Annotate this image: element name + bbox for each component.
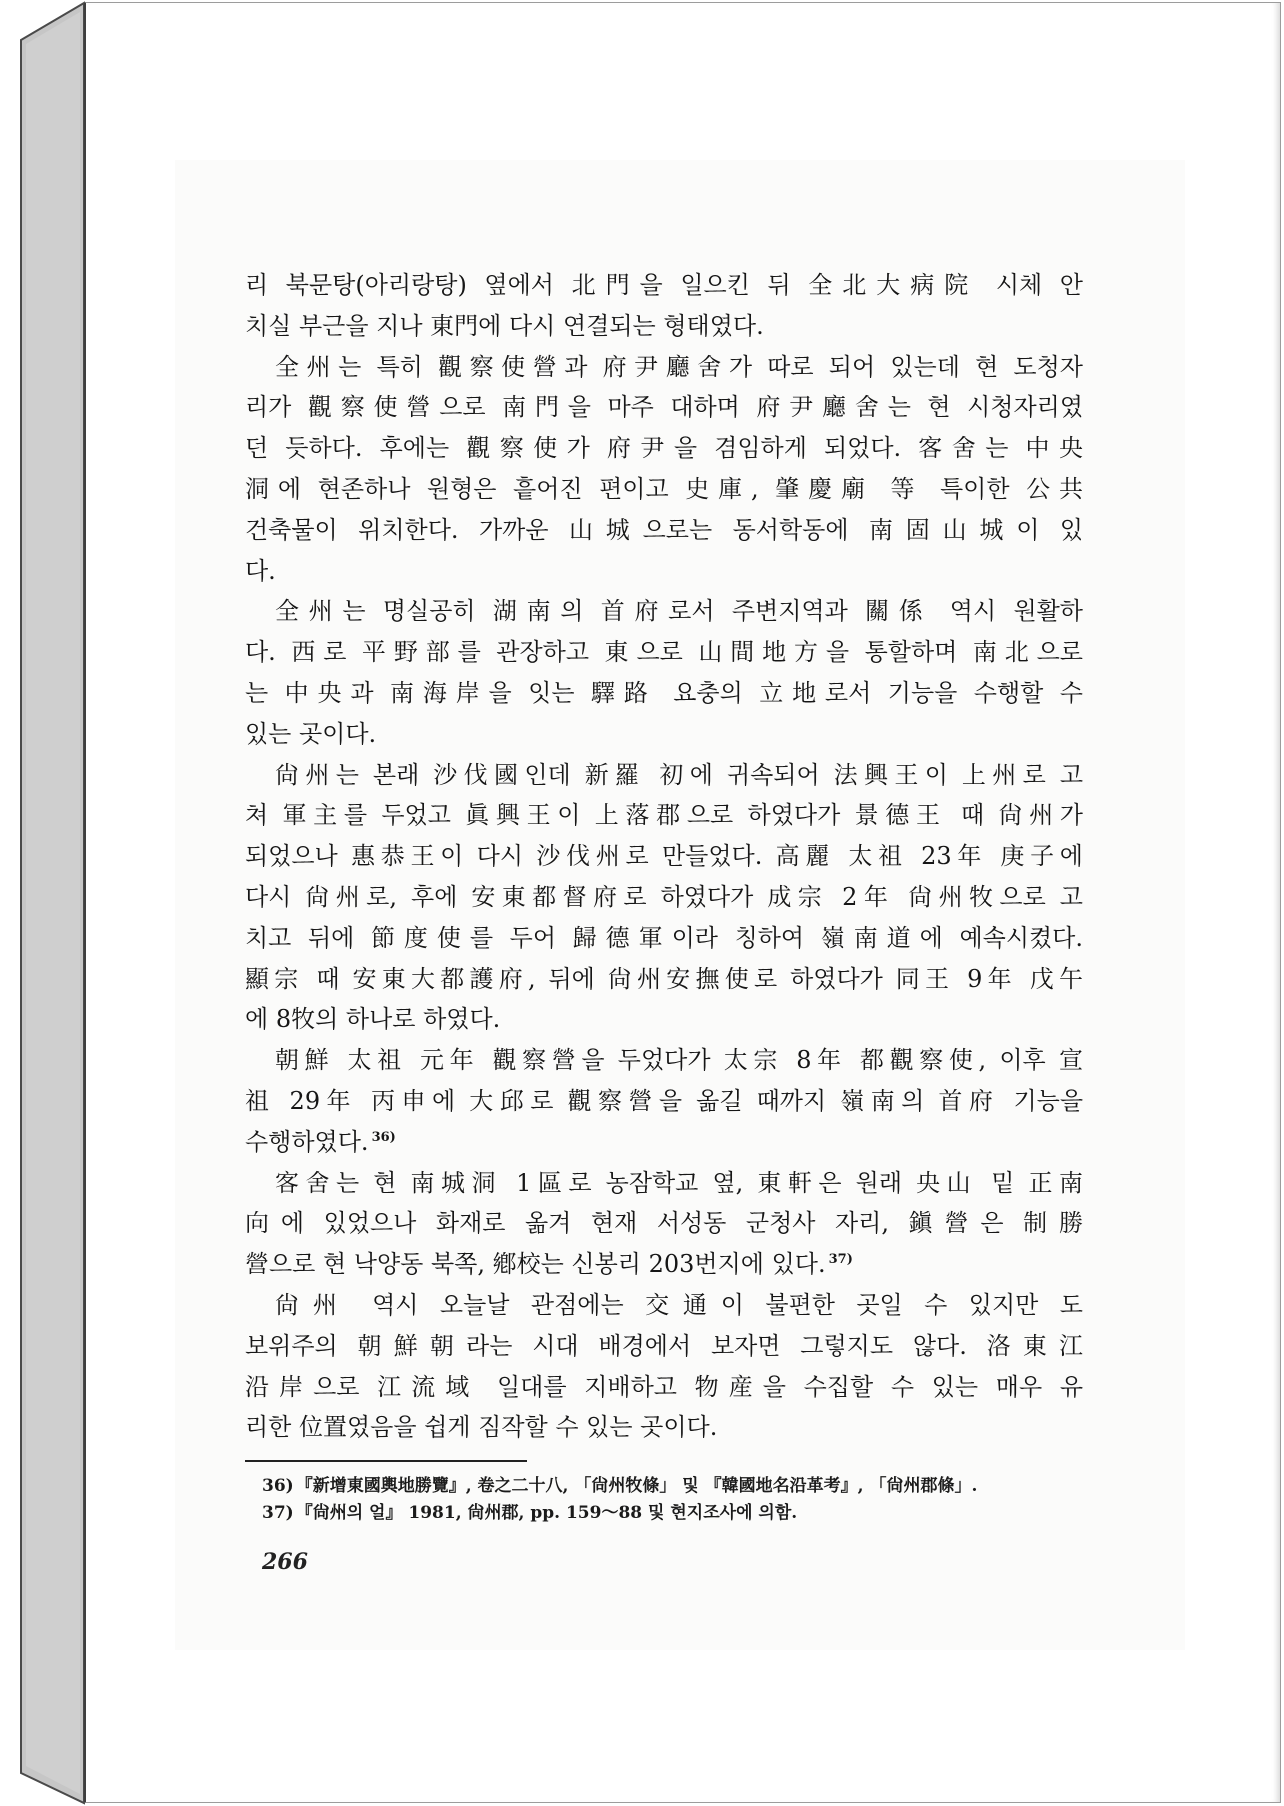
text-line bbox=[245, 1122, 1083, 1163]
footnote-reference: 36) bbox=[371, 1129, 396, 1145]
text-line: 客舍는 현 南城洞 1區로 농잠학교 옆, 東軒은 원래 央山 밑 正南 bbox=[275, 1168, 1083, 1197]
footnote bbox=[262, 1473, 1082, 1500]
text-line: 는 中央과 南海岸을 잇는 驛路 요충의 立地로서 기능을 수행할 수 bbox=[245, 678, 1083, 707]
text-line: 쳐 軍主를 두었고 眞興王이 上落郡으로 하였다가 景德王 때 尙州가 bbox=[245, 801, 1083, 830]
text-line: 치실 부근을 지나 東門에 다시 연결되는 형태였다. bbox=[245, 311, 764, 340]
text-line: 리한 位置였음을 쉽게 짐작할 수 있는 곳이다. bbox=[245, 1413, 718, 1442]
text-line: 向에 있었으나 화재로 옮겨 현재 서성동 군청사 자리, 鎭營은 制勝 bbox=[245, 1209, 1083, 1238]
text-line: 다. bbox=[245, 556, 276, 585]
footnote-reference: 37) bbox=[828, 1252, 853, 1268]
text-line: 朝鮮 太祖 元年 觀察營을 두었다가 太宗 8年 都觀察使, 이후 宣 bbox=[275, 1046, 1083, 1075]
text-line: 있는 곳이다. bbox=[245, 719, 377, 748]
footnote-number: 36) bbox=[262, 1476, 294, 1496]
text-line: 沿岸으로 江流域 일대를 지배하고 物産을 수집할 수 있는 매우 유 bbox=[245, 1372, 1083, 1401]
text-line: 다. 西로 平野部를 관장하고 東으로 山間地方을 통할하며 南北으로 bbox=[245, 638, 1083, 667]
text-line: 건축물이 위치한다. 가까운 山城으로는 동서학동에 南固山城이 있 bbox=[245, 515, 1083, 544]
text-line: 보위주의 朝鮮朝라는 시대 배경에서 보자면 그렇지도 않다. 洛東江 bbox=[245, 1331, 1083, 1360]
text-line: 다시 尙州로, 후에 安東都督府로 하였다가 成宗 2年 尙州牧으로 고 bbox=[245, 882, 1083, 911]
text-line: 되었으나 惠恭王이 다시 沙伐州로 만들었다. 高麗 太祖 23年 庚子에 bbox=[245, 842, 1083, 871]
page-number: 266 bbox=[262, 1549, 308, 1575]
text-line bbox=[245, 1244, 1083, 1285]
footnote-divider bbox=[245, 1460, 527, 1462]
text-line: 洞에 현존하나 원형은 흩어진 편이고 史庫, 肇慶廟 等 특이한 公共 bbox=[245, 474, 1083, 503]
footnote bbox=[262, 1500, 1082, 1527]
text-line: 全州는 명실공히 湖南의 首府로서 주변지역과 關係 역시 원활하 bbox=[275, 597, 1083, 626]
text-line: 尙州는 본래 沙伐國인데 新羅 初에 귀속되어 法興王이 上州로 고 bbox=[275, 760, 1083, 789]
text-line-content: 營으로 현 낙양동 북쪽, 鄕校는 신봉리 203번지에 있다. bbox=[245, 1250, 826, 1279]
body-text bbox=[245, 265, 1083, 1448]
text-line: 顯宗 때 安東大都護府, 뒤에 尙州安撫使로 하였다가 同王 9年 戊午 bbox=[245, 964, 1083, 993]
footnote-number: 37) bbox=[262, 1503, 294, 1523]
footnotes bbox=[262, 1473, 1082, 1527]
text-line-content: 수행하였다. bbox=[245, 1127, 369, 1156]
text-line: 리가 觀察使營으로 南門을 마주 대하며 府尹廳舍는 현 시청자리였 bbox=[245, 393, 1083, 422]
text-line: 尙州 역시 오늘날 관점에는 交通이 불편한 곳일 수 있지만 도 bbox=[275, 1290, 1083, 1319]
footnote-text: 『尙州의 얼』 1981, 尙州郡, pp. 159～88 및 현지조사에 의함. bbox=[295, 1503, 798, 1523]
footnote-text: 『新增東國輿地勝覽』, 卷之二十八, 「尙州牧條」 및 『韓國地名沿革考』, 「尙州郡條」. bbox=[295, 1476, 978, 1496]
text-line: 던 듯하다. 후에는 觀察使가 府尹을 겸임하게 되었다. 客舍는 中央 bbox=[245, 434, 1083, 463]
text-line: 全州는 특히 觀察使營과 府尹廳舍가 따로 되어 있는데 현 도청자 bbox=[275, 352, 1083, 381]
text-line: 祖 29年 丙申에 大邱로 觀察營을 옮길 때까지 嶺南의 首府 기능을 bbox=[245, 1086, 1083, 1115]
book-spine bbox=[0, 0, 92, 1806]
text-line: 에 8牧의 하나로 하였다. bbox=[245, 1005, 501, 1034]
text-line: 치고 뒤에 節度使를 두어 歸德軍이라 칭하여 嶺南道에 예속시켰다. bbox=[245, 923, 1083, 952]
text-line: 리 북문탕(아리랑탕) 옆에서 北門을 일으킨 뒤 全北大病院 시체 안 bbox=[245, 271, 1083, 299]
